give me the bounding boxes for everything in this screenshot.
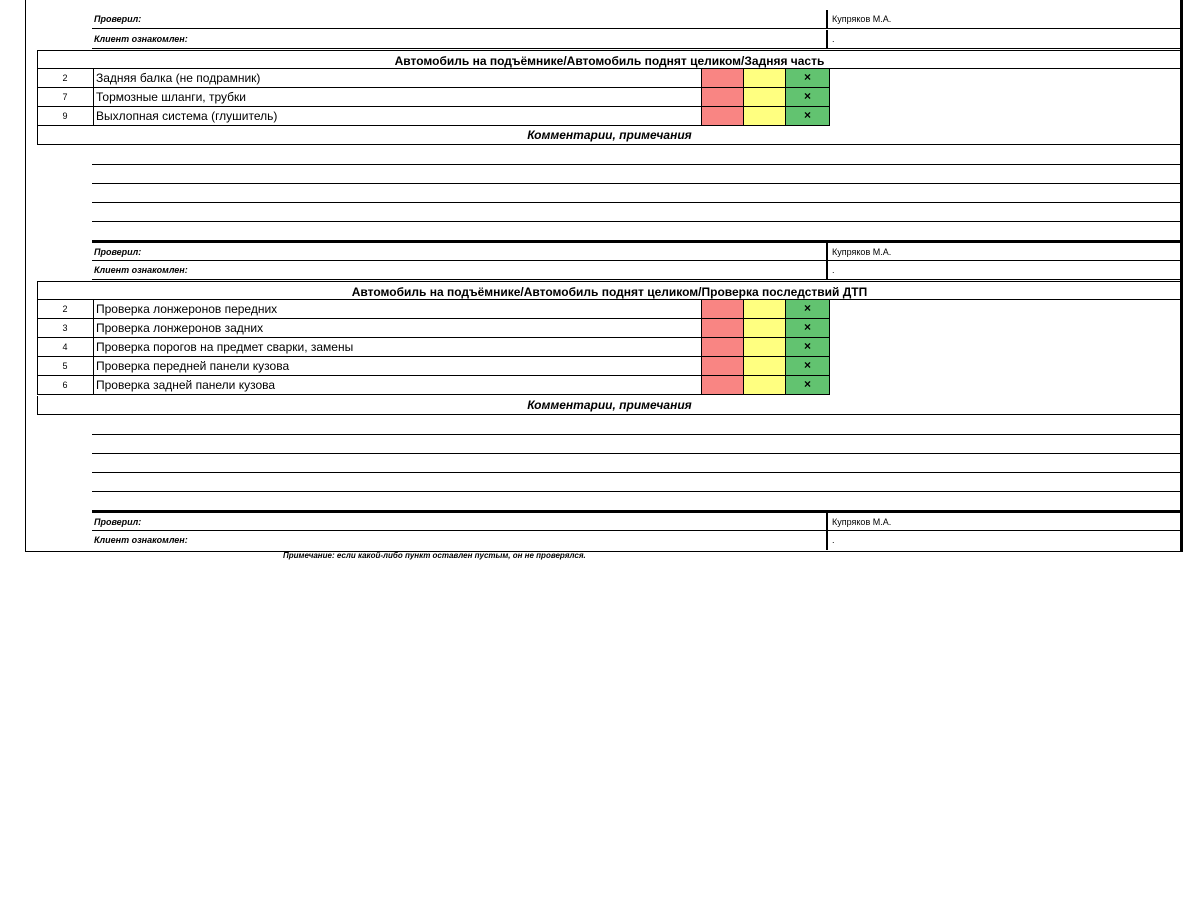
status-warning-cell bbox=[743, 69, 785, 87]
status-ok-cell: × bbox=[785, 69, 830, 87]
status-ok-cell: × bbox=[785, 338, 830, 356]
table-row bbox=[37, 357, 830, 376]
item-name: Проверка порогов на предмет сварки, замены bbox=[93, 338, 701, 356]
item-number: 9 bbox=[62, 111, 68, 121]
section-header-rear bbox=[37, 50, 1182, 69]
comments-title: Комментарии, примечания bbox=[527, 398, 692, 412]
status-warning-cell bbox=[743, 319, 785, 337]
comment-line[interactable] bbox=[92, 222, 1182, 241]
status-warning-cell bbox=[743, 300, 785, 318]
status-ok-cell: × bbox=[785, 357, 830, 375]
client-ack-label: Клиент ознакомлен: bbox=[94, 34, 188, 44]
table-row bbox=[37, 88, 830, 107]
client-ack-value: . bbox=[826, 261, 1180, 279]
status-bad-cell bbox=[701, 319, 743, 337]
item-number: 6 bbox=[62, 380, 68, 390]
status-warning-cell bbox=[743, 376, 785, 394]
section-title: Автомобиль на подъёмнике/Автомобиль поднят целиком/Проверка последствий ДТП bbox=[351, 285, 868, 299]
section-title: Автомобиль на подъёмнике/Автомобиль поднят целиком/Задняя часть bbox=[394, 54, 825, 68]
client-ack-label: Клиент ознакомлен: bbox=[94, 535, 188, 545]
status-bad-cell bbox=[701, 357, 743, 375]
client-ack-label: Клиент ознакомлен: bbox=[94, 265, 188, 275]
item-number: 2 bbox=[62, 73, 68, 83]
comments-header bbox=[37, 126, 1182, 145]
comment-line[interactable] bbox=[92, 165, 1182, 184]
status-warning-cell bbox=[743, 88, 785, 106]
item-name: Проверка передней панели кузова bbox=[93, 357, 701, 375]
status-ok-cell: × bbox=[785, 376, 830, 394]
comment-line[interactable] bbox=[92, 146, 1182, 165]
status-bad-cell bbox=[701, 338, 743, 356]
checked-by-label: Проверил: bbox=[94, 247, 142, 257]
item-number: 4 bbox=[62, 342, 68, 352]
client-ack-row bbox=[92, 30, 1182, 49]
status-ok-cell: × bbox=[785, 319, 830, 337]
client-ack-row bbox=[92, 261, 1182, 280]
item-number: 2 bbox=[62, 304, 68, 314]
table-row bbox=[37, 338, 830, 357]
status-bad-cell bbox=[701, 69, 743, 87]
comment-line[interactable] bbox=[92, 184, 1182, 203]
item-number: 3 bbox=[62, 323, 68, 333]
status-bad-cell bbox=[701, 88, 743, 106]
status-bad-cell bbox=[701, 376, 743, 394]
status-bad-cell bbox=[701, 300, 743, 318]
table-row bbox=[37, 319, 830, 338]
comment-line[interactable] bbox=[92, 454, 1182, 473]
client-ack-value: . bbox=[826, 30, 1180, 48]
client-ack-value: . bbox=[826, 531, 1180, 550]
checked-by-label: Проверил: bbox=[94, 14, 142, 24]
status-warning-cell bbox=[743, 107, 785, 125]
checked-by-label: Проверил: bbox=[94, 517, 142, 527]
comment-line[interactable] bbox=[92, 203, 1182, 222]
status-ok-cell: × bbox=[785, 88, 830, 106]
checked-by-row bbox=[92, 10, 1182, 29]
item-name: Проверка лонжеронов передних bbox=[93, 300, 701, 318]
section-header-accident bbox=[37, 281, 1182, 300]
table-row bbox=[37, 300, 830, 319]
item-name: Проверка лонжеронов задних bbox=[93, 319, 701, 337]
item-name: Задняя балка (не подрамник) bbox=[93, 69, 701, 87]
comment-line[interactable] bbox=[92, 492, 1182, 511]
client-ack-row bbox=[92, 531, 1182, 550]
comment-line[interactable] bbox=[92, 416, 1182, 435]
footnote: Примечание: если какой-либо пункт оставлен пустым, он не проверялся. bbox=[283, 551, 586, 560]
status-ok-cell: × bbox=[785, 107, 830, 125]
comments-title: Комментарии, примечания bbox=[527, 128, 692, 142]
status-warning-cell bbox=[743, 338, 785, 356]
inspector-name: Купряков М.А. bbox=[826, 513, 1180, 530]
comment-line[interactable] bbox=[92, 435, 1182, 454]
item-name: Тормозные шланги, трубки bbox=[93, 88, 701, 106]
inspector-name: Купряков М.А. bbox=[826, 243, 1180, 260]
item-name: Выхлопная система (глушитель) bbox=[93, 107, 701, 125]
checked-by-row bbox=[92, 241, 1182, 261]
table-row bbox=[37, 69, 830, 88]
status-ok-cell: × bbox=[785, 300, 830, 318]
table-row bbox=[37, 376, 830, 395]
inspector-name: Купряков М.А. bbox=[826, 10, 1180, 28]
comment-line[interactable] bbox=[92, 473, 1182, 492]
status-bad-cell bbox=[701, 107, 743, 125]
item-name: Проверка задней панели кузова bbox=[93, 376, 701, 394]
status-warning-cell bbox=[743, 357, 785, 375]
table-row bbox=[37, 107, 830, 126]
item-number: 7 bbox=[62, 92, 68, 102]
item-number: 5 bbox=[62, 361, 68, 371]
checked-by-row bbox=[92, 511, 1182, 531]
comments-header bbox=[37, 396, 1182, 415]
